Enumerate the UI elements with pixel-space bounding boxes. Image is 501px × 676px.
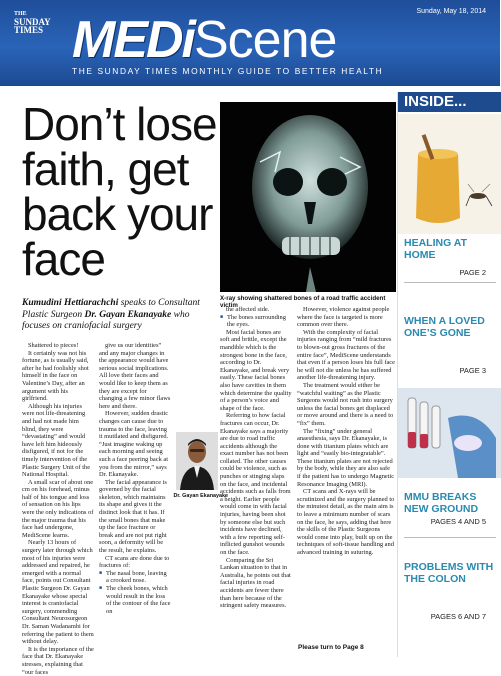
section-title-loved-one[interactable]: WHEN A LOVED ONE’S GONE xyxy=(404,315,485,339)
doctor-photo xyxy=(176,432,218,490)
section-page-loved-one: PAGE 3 xyxy=(459,366,486,375)
article-column-4: However, violence against people where the face is targeted is more common over there. With the complexity of facial injuries ranging from “mild fractures to blown-out gross fractures of the entire face”, MediScene understands that even if a person loses his full face he will not die unless he has suffered another life-threatening injury. The treatment would either be “watchful waiting” as the Plastic Surgeons would not rush into surgery unless the facial bones get displaced or move around and there is a need to “fix” them. The “fixing” under general anaesthesia, says Dr. Ekanayake, is done with titanium plates which are light and “easily bio-integratable”. These titanium plates are not rejected by the body, while they are also safe if the patient has to undergo Magnetic Resonance Imaging (MRI). CT scans and X-rays will be scrutinized and the surgery planned to the minutest detail, as the main aim is to leave a minimum number of scars on the face, he says, adding that here the skills of the Plastic Surgeons would come into play, built up on the techniques of soft-tissue handling and advanced training in suturing. xyxy=(297,306,395,556)
byline: Kumudini Hettiarachchi speaks to Consultant Plastic Surgeon Dr. Gayan Ekanayake who focuses on craniofacial surgery xyxy=(22,298,200,331)
photo-caption: Dr. Gayan Ekanayake xyxy=(173,493,228,499)
article-column-3: the affected side. ■ The bones surrounding the eyes. Most facial bones are soft and brittle, except the mandible which is the strongest bone in the face, according to Dr. Ekanayake, and break very easily. These facial bones also have cavities in them which determine the quality of a person’s voice and shape of the face. Referring to how facial fractures can occur, Dr. Ekanayake says a majority are due to road traffic accidents although the exact number has not been collated. The other causes could be violence, such as punches or stinging slaps on the face, and incidental accidents such as falls from a height. Earlier people would come in with facial injuries, having been shot by someone else but such incidents have declined, with a few reporting self-inflicted gunshot wounds on the face. Comparing the Sri Lankan situation to that in Australia, he points out that facial injuries in road accidents are fewer there than here because of the stringent safety measures. xyxy=(220,306,292,652)
section-title-mmu[interactable]: MMU BREAKS NEW GROUND xyxy=(404,491,479,515)
inside-sidebar xyxy=(397,92,500,657)
article-column-2: give us our identities” and any major changes in the appearance would have serious social implications. All love their faces and would like to keep them as they are except for changing a few minor flaws here and there. However, sudden drastic changes can cause due to trauma to the face, leaving it mutilated and disfigured. “Just imagine waking up each morning and seeing such a face peering back at you from the mirror,” says Dr. Ekanayake. The facial appearance is governed by the facial skeleton, which maintains its shape and gives it the distinct look that it has. If the small bones that make up the face fracture or break and are not put right soon, a deformity will be the result, he explains. CT scans are done due to fractures of: ■ The nasal bone, leaving a crooked nose. ■ The cheek bones, which would result in the loss of the contour of the face on xyxy=(99,342,171,652)
lab-thumbnail xyxy=(398,388,501,478)
mediscene-logo: MEDiScene xyxy=(72,11,337,69)
section-page-colon: PAGES 6 AND 7 xyxy=(430,612,486,621)
xray-image xyxy=(220,102,396,292)
inside-header: INSIDE... xyxy=(398,92,501,112)
honey-thumbnail xyxy=(398,114,501,234)
divider xyxy=(404,282,496,283)
section-title-colon[interactable]: PROBLEMS WITH THE COLON xyxy=(404,561,494,585)
issue-date: Sunday, May 18, 2014 xyxy=(416,8,486,15)
section-title-healing[interactable]: HEALING AT HOME xyxy=(404,237,467,261)
article xyxy=(8,92,395,676)
article-column-1: Shattered to pieces! It certainly was not his fortune, as is usually said, after he had foolishly shot himself in the face on Valentine’s Day, after an argument with his girlfriend. Although his injuries were not life-threatening and had not made him blind, they were “devastating” and would have left him hideously disfigured, if not for the timely intervention of the Plastic Surgery Unit of the National Hospital. A small scar of about one cm on his forehead, minus half of his tongue and loss of sensation on his lips were the only indications of the major trauma that his face had undergone, MediScene learns. Nearly 13 hours of surgery later through which most of his injuries were addressed and repaired, he emerged with a normal face, points out Consultant Plastic Surgeon Dr. Gayan Ekanayake whose special interest is craniofacial surgery, commending Consultant Neurosurgeon Dr. Saman Wadanambi for referring the patient to them without delay. It is the importance of the face that Dr. Ekanayake stresses, explaining that “our faces xyxy=(22,342,94,676)
continued-link[interactable]: Please turn to Page 8 xyxy=(298,644,364,651)
sunday-times-logo: THE SUNDAY TIMES xyxy=(14,11,51,36)
section-page-healing: PAGE 2 xyxy=(459,268,486,277)
headline: Don’t lose faith, get back your face xyxy=(22,98,217,285)
xray-caption: X-ray showing shattered bones of a road traffic accident victim xyxy=(220,295,386,309)
skull-xray-illustration xyxy=(220,102,396,292)
masthead xyxy=(0,0,500,86)
divider xyxy=(404,537,496,538)
tagline: THE SUNDAY TIMES MONTHLY GUIDE TO BETTER HEALTH xyxy=(72,66,384,76)
section-page-mmu: PAGES 4 AND 5 xyxy=(430,517,486,526)
